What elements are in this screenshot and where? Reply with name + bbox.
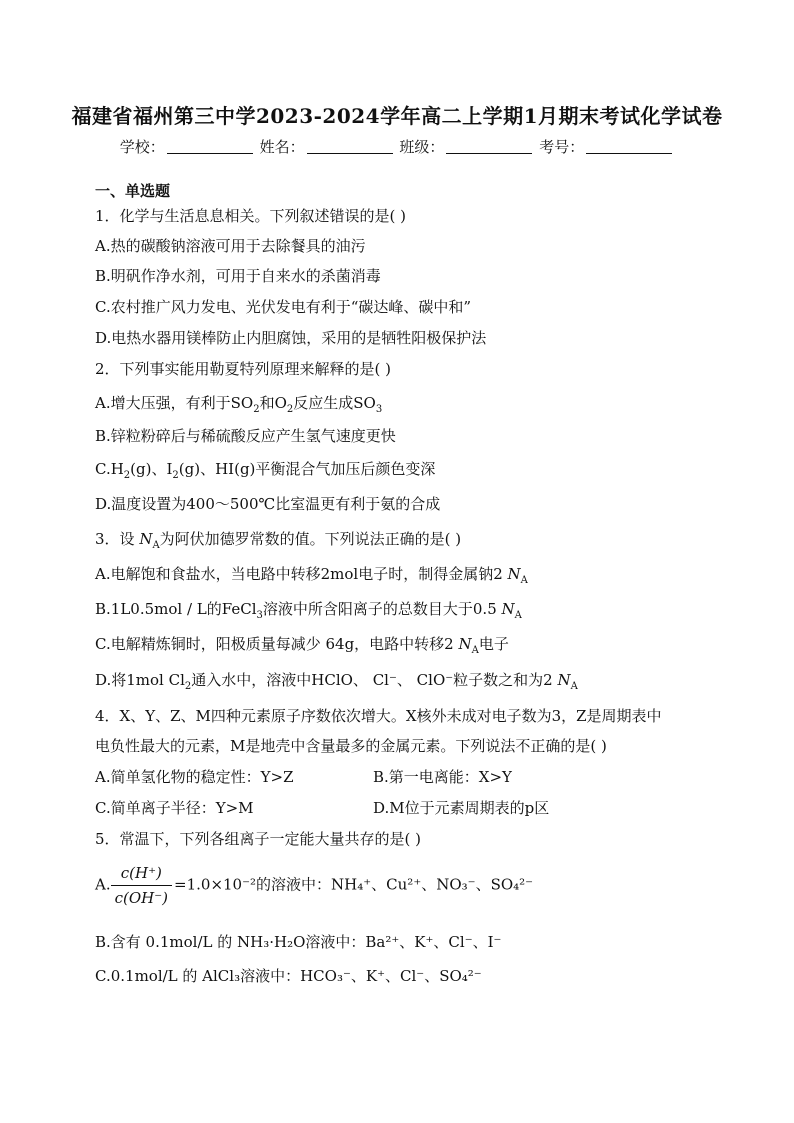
class-label: 班级： <box>399 138 445 156</box>
school-label: 学校： <box>119 138 165 156</box>
student-info-line <box>0 136 794 157</box>
q5-option-b: B.含有 0.1mol/L 的 NH₃·H₂O溶液中：Ba²⁺、K⁺、Cl⁻、I⁻ <box>95 933 502 951</box>
q4-option-c: C.简单离子半径：Y>M <box>95 799 254 817</box>
q5-fraction: $\frac{c(H^+)}{c(OH^-)}$ <box>111 862 172 909</box>
q4-stem-line2: 电负性最大的元素，M是地壳中含量最多的金属元素。下列说法不正确的是( ) <box>95 737 607 755</box>
q1-option-c: C.农村推广风力发电、光伏发电有利于“碳达峰、碳中和” <box>95 298 472 316</box>
name-blank[interactable] <box>307 139 393 154</box>
page-title: 福建省福州第三中学2023-2024学年高二上学期1月期末考试化学试卷 <box>71 104 723 128</box>
q4-option-b: B.第一电离能：X>Y <box>373 768 512 786</box>
q2-option-a: A.增大压强，有利于$SO_2$和$O_2$反应生成$SO_3$ <box>95 394 383 415</box>
class-blank[interactable] <box>446 139 532 154</box>
q3-option-a: A.电解饱和食盐水，当电路中转移2mol电子时，制得金属钠2 $N_A$ <box>95 565 528 586</box>
q1-option-d: D.电热水器用镁棒防止内胆腐蚀，采用的是牺牲阳极保护法 <box>95 329 487 347</box>
q3-stem: 3．设 $N_A$为阿伏加德罗常数的值。下列说法正确的是( ) <box>95 530 462 551</box>
q3-option-c: C.电解精炼铜时，阳极质量每减少 64g，电路中转移2 $N_A$电子 <box>95 635 509 656</box>
section-heading: 一、单选题 <box>95 182 171 200</box>
q3-option-b: B.1L0.5mol / L的FeCl$_3$溶液中所含阳离子的总数目大于0.5 $N_A$ <box>95 600 522 621</box>
q2-stem: 2．下列事实能用勒夏特列原理来解释的是( ) <box>95 360 392 378</box>
q4-option-d: D.M位于元素周期表的p区 <box>373 799 550 817</box>
school-blank[interactable] <box>167 139 253 154</box>
q2-option-b: B.锌粒粉碎后与稀硫酸反应产生氢气速度更快 <box>95 427 396 445</box>
q1-option-a: A.热的碳酸钠溶液可用于去除餐具的油污 <box>95 237 366 255</box>
number-blank[interactable] <box>586 139 672 154</box>
q1-option-b: B.明矾作净水剂，可用于自来水的杀菌消毒 <box>95 267 381 285</box>
q5-stem: 5．常温下，下列各组离子一定能大量共存的是( ) <box>95 830 422 848</box>
q1-stem: 1．化学与生活息息相关。下列叙述错误的是( ) <box>95 207 407 225</box>
q4-stem-line1: 4．X、Y、Z、M四种元素原子序数依次增大。X核外未成对电子数为3，Z是周期表中 <box>95 707 662 725</box>
number-label: 考号： <box>539 138 585 156</box>
q4-options-cd <box>95 798 735 818</box>
name-label: 姓名： <box>259 138 305 156</box>
q3-option-d: D.将1mol $Cl_2$通入水中，溶液中HClO、 Cl⁻、 ClO⁻粒子数之和为2 $N_A$ <box>95 671 578 692</box>
q5-option-a: A. $\frac{c(H^+)}{c(OH^-)}$ =1.0×10⁻²的溶液中：NH₄⁺、Cu²⁺、NO₃⁻、SO₄²⁻ <box>95 864 534 907</box>
q4-options-ab <box>95 767 735 787</box>
q2-option-c: $C.H_2(g)$、$I_2(g)$、HI(g)平衡混合气加压后颜色变深 <box>95 460 436 481</box>
q4-option-a: A.简单氢化物的稳定性：Y>Z <box>95 768 294 786</box>
q5-option-c: C.0.1mol/L 的 AlCl₃溶液中：HCO₃⁻、K⁺、Cl⁻、SO₄²⁻ <box>95 967 482 985</box>
q2-option-d: D.温度设置为400～500℃比室温更有利于氨的合成 <box>95 495 441 513</box>
